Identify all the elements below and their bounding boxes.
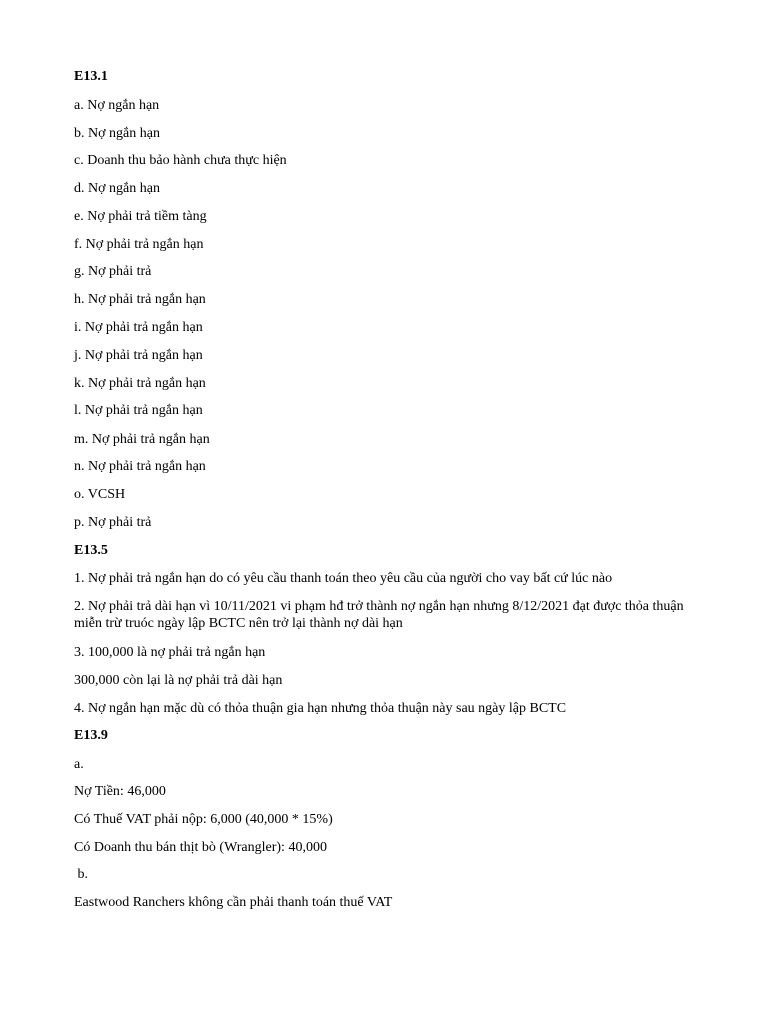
section-heading-e13-5: E13.5 bbox=[74, 543, 108, 558]
answer-line: 3. 100,000 là nợ phải trả ngắn hạn bbox=[74, 645, 266, 660]
answer-line: a. bbox=[74, 757, 84, 772]
answer-line: b. Nợ ngắn hạn bbox=[74, 126, 160, 141]
answer-line: j. Nợ phải trả ngắn hạn bbox=[74, 348, 203, 363]
answer-line: a. Nợ ngắn hạn bbox=[74, 98, 160, 113]
answer-line: 300,000 còn lại là nợ phải trả dài hạn bbox=[74, 673, 283, 688]
answer-line: o. VCSH bbox=[74, 487, 126, 502]
answer-line: l. Nợ phải trả ngắn hạn bbox=[74, 403, 203, 418]
answer-line: m. Nợ phải trả ngắn hạn bbox=[74, 432, 210, 447]
answer-line: e. Nợ phải trả tiềm tàng bbox=[74, 209, 207, 224]
answer-line: f. Nợ phải trả ngắn hạn bbox=[74, 237, 204, 252]
answer-line: g. Nợ phải trả bbox=[74, 264, 152, 279]
answer-line: i. Nợ phải trả ngắn hạn bbox=[74, 320, 203, 335]
answer-line: Có Thuế VAT phải nộp: 6,000 (40,000 * 15%) bbox=[74, 812, 333, 827]
answer-paragraph: 2. Nợ phải trả dài hạn vì 10/11/2021 vi phạm hđ trở thành nợ ngắn hạn nhưng 8/12/2021 đạt được thỏa thuận miễn trừ truóc ngày lập BCTC nên trở lại thành nợ dài hạn bbox=[74, 599, 684, 631]
section-heading-e13-9: E13.9 bbox=[74, 728, 108, 743]
answer-line: k. Nợ phải trả ngắn hạn bbox=[74, 376, 206, 391]
answer-line: 1. Nợ phải trả ngắn hạn do có yêu cầu thanh toán theo yêu cầu của người cho vay bất cứ lúc nào bbox=[74, 571, 613, 586]
answer-line: n. Nợ phải trả ngắn hạn bbox=[74, 459, 206, 474]
answer-line: 4. Nợ ngắn hạn mặc dù có thỏa thuận gia hạn nhưng thỏa thuận này sau ngày lập BCTC bbox=[74, 701, 567, 716]
answer-line: d. Nợ ngắn hạn bbox=[74, 181, 160, 196]
section-heading-e13-1: E13.1 bbox=[74, 69, 108, 84]
answer-line: p. Nợ phải trả bbox=[74, 515, 152, 530]
answer-line: Eastwood Ranchers không cần phải thanh toán thuế VAT bbox=[74, 895, 393, 910]
answer-line: b. bbox=[74, 867, 88, 882]
answer-line: c. Doanh thu bảo hành chưa thực hiện bbox=[74, 153, 287, 168]
answer-line: h. Nợ phải trả ngắn hạn bbox=[74, 292, 206, 307]
answer-line: Nợ Tiền: 46,000 bbox=[74, 784, 166, 799]
answer-line: Có Doanh thu bán thịt bò (Wrangler): 40,000 bbox=[74, 840, 327, 855]
